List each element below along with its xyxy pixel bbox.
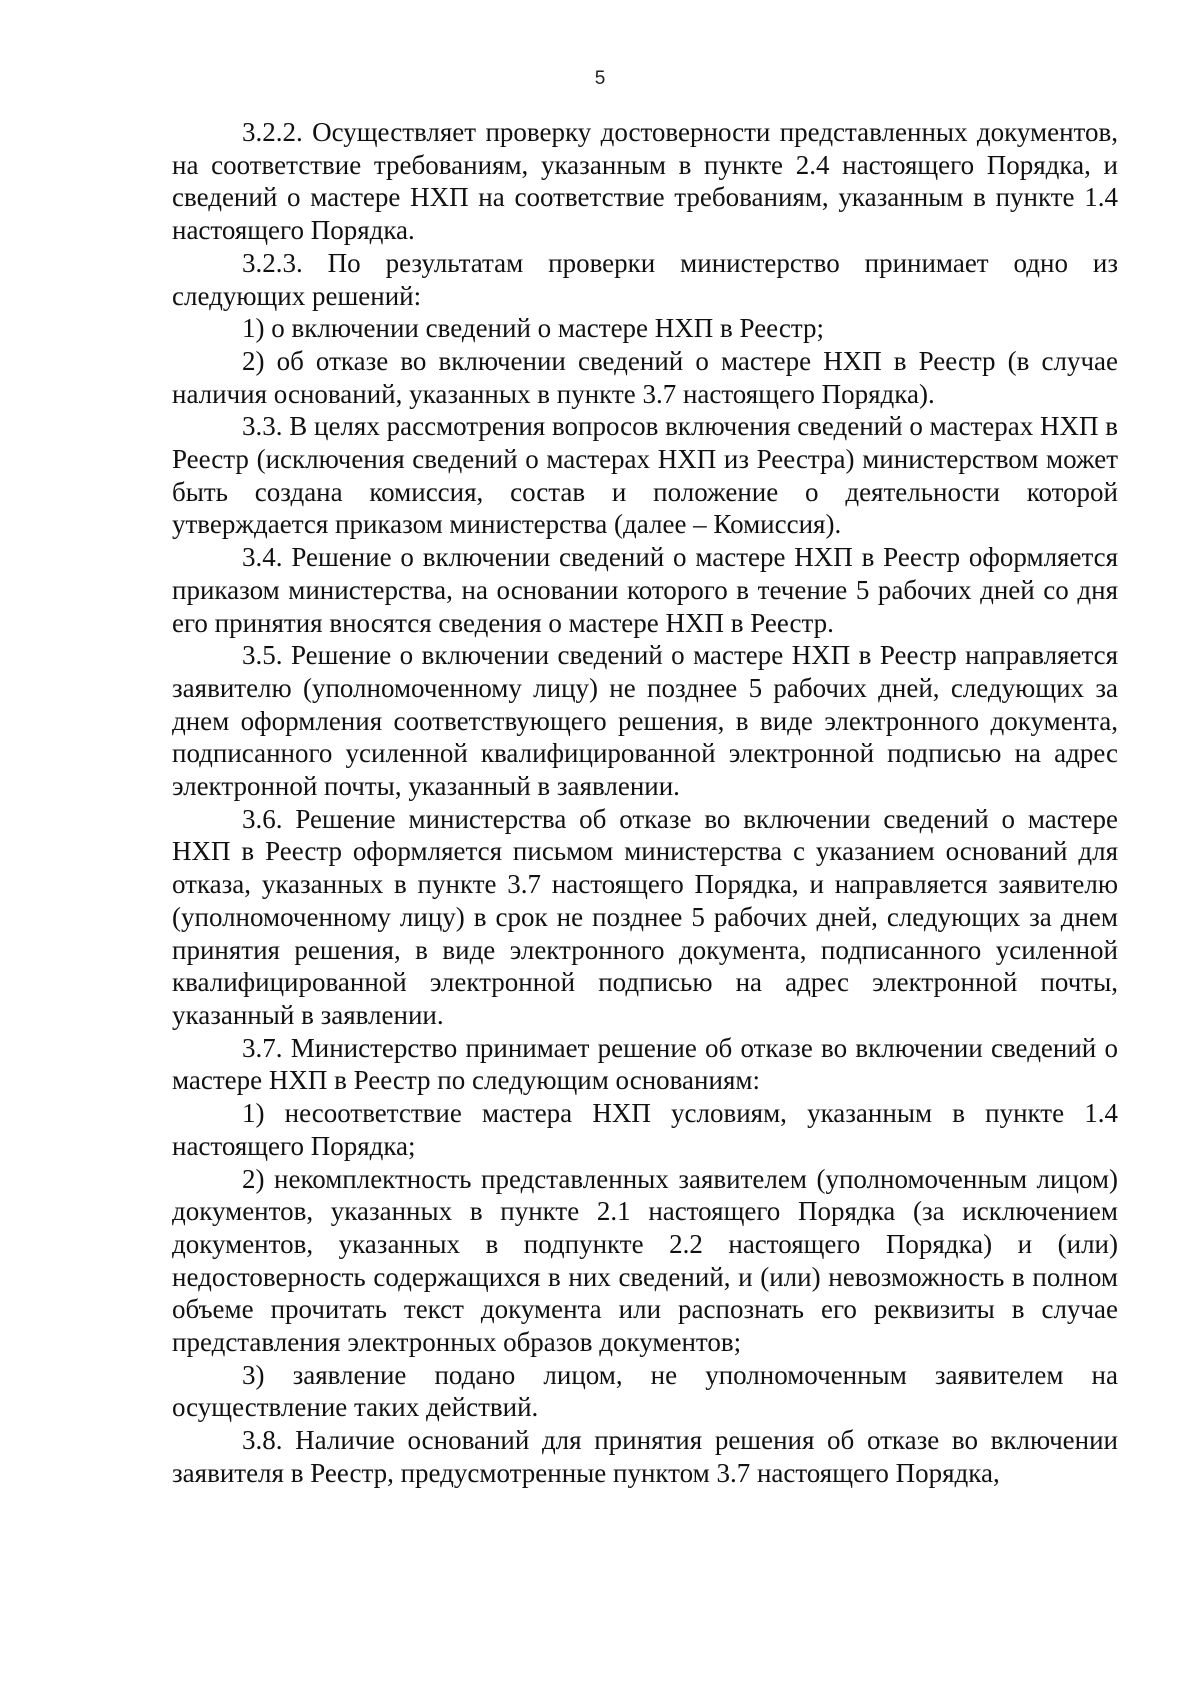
paragraph-3-5: 3.5. Решение о включении сведений о мастере НХП в Реестр направляется заявителю (уполномоченному лицу) не позднее 5 рабочих дней, следующих за днем оформления соответствующего решения, в виде электронного документа, подписанного усиленной квалифицированной электронной подписью на адрес электронной почты, указанный в заявлении. [172,640,1118,802]
paragraph-3-8: 3.8. Наличие оснований для принятия решения об отказе во включении заявителя в Реестр, предусмотренные пунктом 3.7 настоящего Порядка, [172,1425,1118,1488]
paragraph-3-7-item-2: 2) некомплектность представленных заявителем (уполномоченным лицом) документов, указанных в пункте 2.1 настоящего Порядка (за исключением документов, указанных в подпункте 2.2 настоящего Порядка) и (или) недостоверность содержащихся в них сведений, и (или) невозможность в полном объеме прочитать текст документа или распознать его реквизиты в случае представления электронных образов документов; [172,1163,1118,1358]
paragraph-3-6: 3.6. Решение министерства об отказе во включении сведений о мастере НХП в Реестр оформляется письмом министерства с указанием оснований для отказа, указанных в пункте 3.7 настоящего Порядка, и направляется заявителю (уполномоченному лицу) в срок не позднее 5 рабочих дней, следующих за днем принятия решения, в виде электронного документа, подписанного усиленной квалифицированной электронной подписью на адрес электронной почты, указанный в заявлении. [172,803,1118,1030]
document-body [172,116,1118,1490]
paragraph-3-2-3: 3.2.3. По результатам проверки министерство принимает одно из следующих решений: [172,247,1118,311]
paragraph-3-3: 3.3. В целях рассмотрения вопросов включения сведений о мастерах НХП в Реестр (исключения сведений о мастерах НХП из Реестра) министерством может быть создана комиссия, состав и положение о деятельности которой утверждается приказом министерства (далее – Комиссия). [172,411,1118,540]
page-number: 5 [594,68,606,89]
paragraph-3-2-2: 3.2.2. Осуществляет проверку достоверности представленных документов, на соответствие требованиям, указанным в пункте 2.4 настоящего Порядка, и сведений о мастере НХП на соответствие требованиям, указанным в пункте 1.4 настоящего Порядка. [172,117,1118,246]
paragraph-3-2-3-item-1: 1) о включении сведений о мастере НХП в Реестр; [242,313,824,344]
paragraph-3-7-item-1: 1) несоответствие мастера НХП условиям, указанным в пункте 1.4 настоящего Порядка; [172,1098,1118,1161]
paragraph-3-7-item-3: 3) заявление подано лицом, не уполномоченным заявителем на осуществление таких действий. [172,1359,1118,1423]
paragraph-3-4: 3.4. Решение о включении сведений о мастере НХП в Реестр оформляется приказом министерства, на основании которого в течение 5 рабочих дней со дня его принятия вносятся сведения о мастере НХП в Реестр. [172,542,1118,638]
paragraph-3-2-3-item-2: 2) об отказе во включении сведений о мастере НХП в Реестр (в случае наличия оснований, указанных в пункте 3.7 настоящего Порядка). [172,345,1118,409]
paragraph-3-7: 3.7. Министерство принимает решение об отказе во включении сведений о мастере НХП в Реестр по следующим основаниям: [172,1032,1118,1096]
